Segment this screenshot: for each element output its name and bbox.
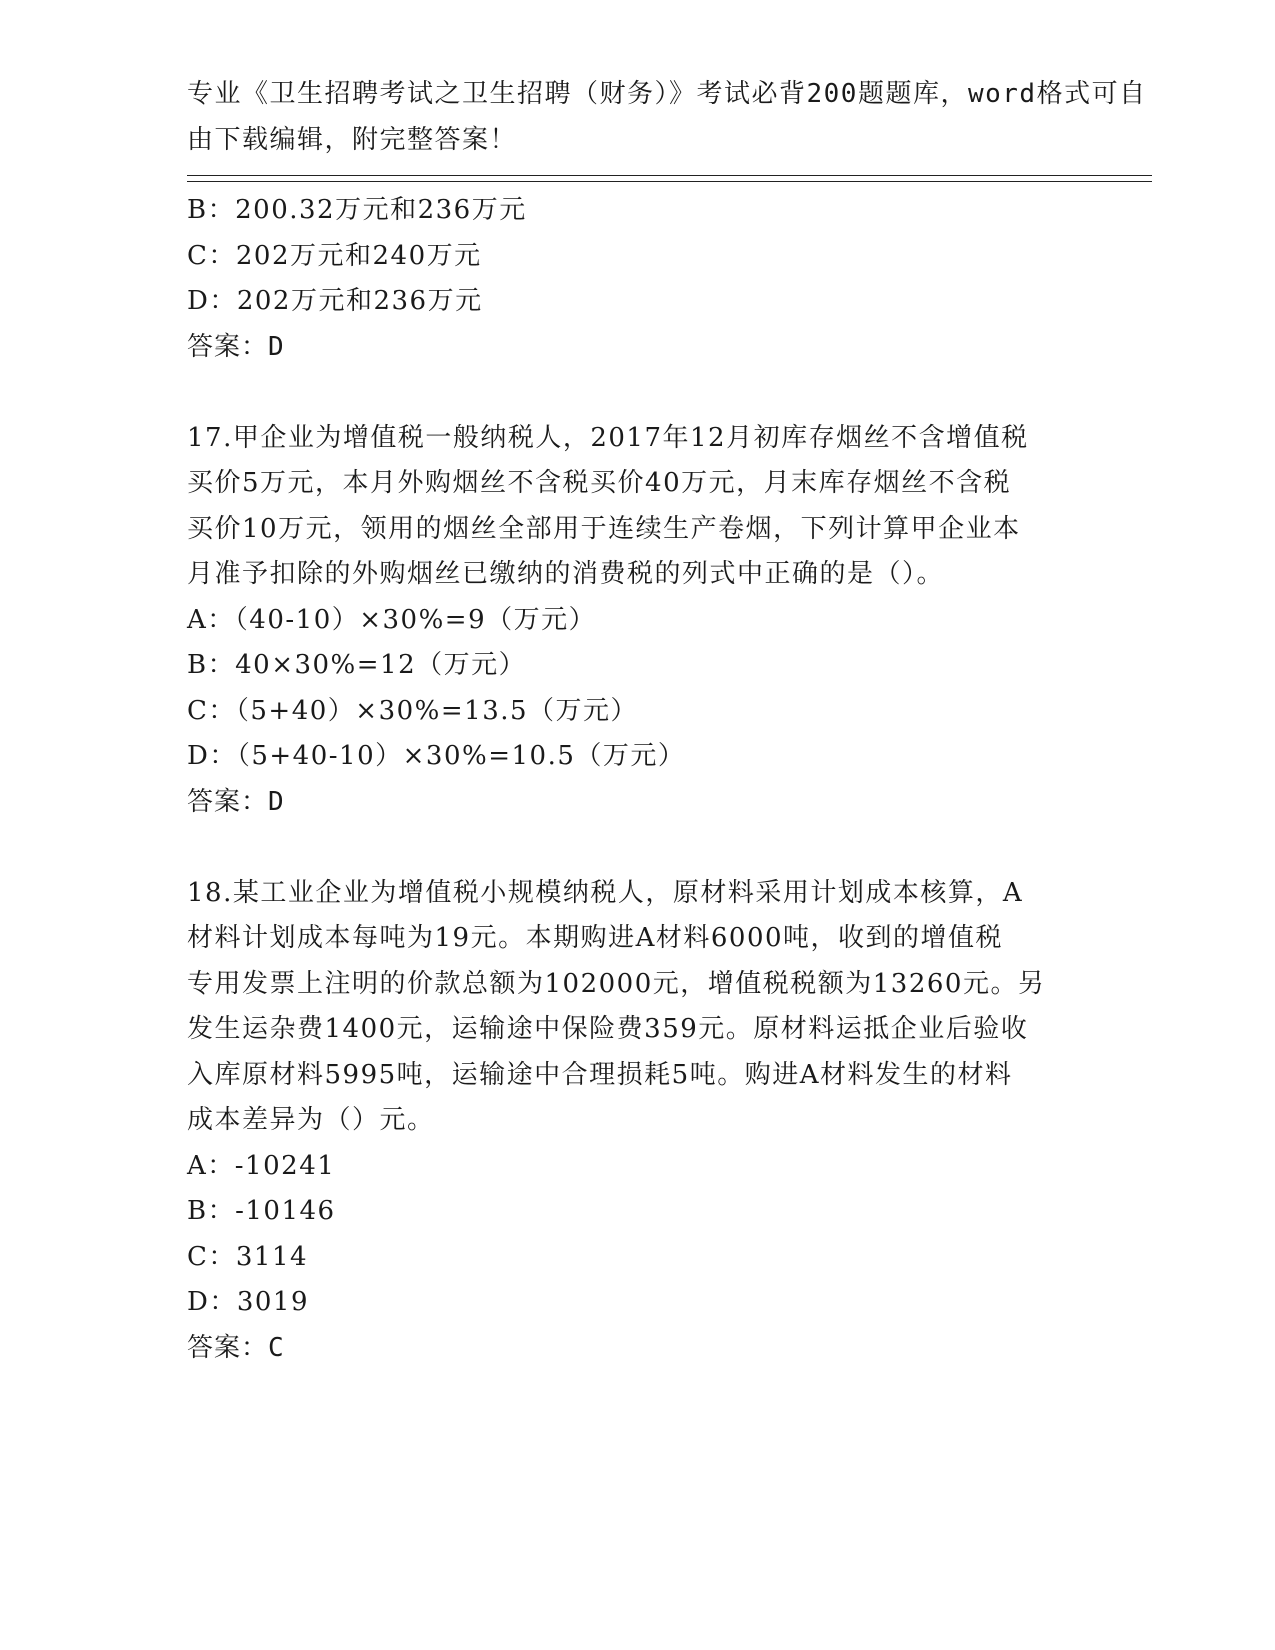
option-c: C：202万元和240万元 [187,240,482,271]
option-c: C：3114 [187,1241,309,1272]
header-line-2: 由下载编辑，附完整答案！ [187,124,518,155]
question-text-line: 18.某工业企业为增值税小规模纳税人，原材料采用计划成本核算，A [187,877,1024,908]
answer-line: 答案：D [187,786,285,817]
question-text-line: 买价10万元，领用的烟丝全部用于连续生产卷烟，下列计算甲企业本 [187,513,1021,544]
option-a: A：-10241 [187,1150,336,1181]
header-divider-top [187,175,1152,176]
header-line-1: 专业《卫生招聘考试之卫生招聘（财务）》考试必背200题题库，word格式可自 [187,79,1147,109]
question-text-line: 17.甲企业为增值税一般纳税人，2017年12月初库存烟丝不含增值税 [187,422,1029,453]
spacer [187,825,1067,871]
option-c: C：（5+40）×30%=13.5（万元） [187,695,639,726]
option-a: A：（40-10）×30%=9（万元） [187,604,597,635]
option-d: D：3019 [187,1287,310,1317]
question-text-line: 月准予扣除的外购烟丝已缴纳的消费税的列式中正确的是（）。 [187,559,945,589]
spacer [187,370,1067,416]
option-d: D：202万元和236万元 [187,286,483,316]
option-b: B：200.32万元和236万元 [187,195,527,225]
question-text-line: 材料计划成本每吨为19元。本期购进A材料6000吨，收到的增值税 [187,923,1004,953]
previous-question [187,188,1067,370]
option-b: B：40×30%=12（万元） [187,650,527,680]
answer-line: 答案：C [187,1332,285,1363]
question-17 [187,416,1067,826]
question-text-line: 买价5万元，本月外购烟丝不含税买价40万元，月末库存烟丝不含税 [187,468,1012,498]
answer-line: 答案：D [187,331,285,362]
question-text-line: 入库原材料5995吨，运输途中合理损耗5吨。购进A材料发生的材料 [187,1059,1013,1090]
option-b: B：-10146 [187,1196,336,1226]
document-header [187,72,1147,163]
question-text-line: 专用发票上注明的价款总额为102000元，增值税税额为13260元。另 [187,968,1046,999]
question-text-line: 发生运杂费1400元，运输途中保险费359元。原材料运抵企业后验收 [187,1014,1029,1044]
header-divider-bottom [187,181,1152,182]
question-text-line: 成本差异为（）元。 [187,1105,435,1135]
option-d: D：（5+40-10）×30%=10.5（万元） [187,741,686,771]
document-body [187,188,1067,1371]
question-18 [187,871,1067,1372]
